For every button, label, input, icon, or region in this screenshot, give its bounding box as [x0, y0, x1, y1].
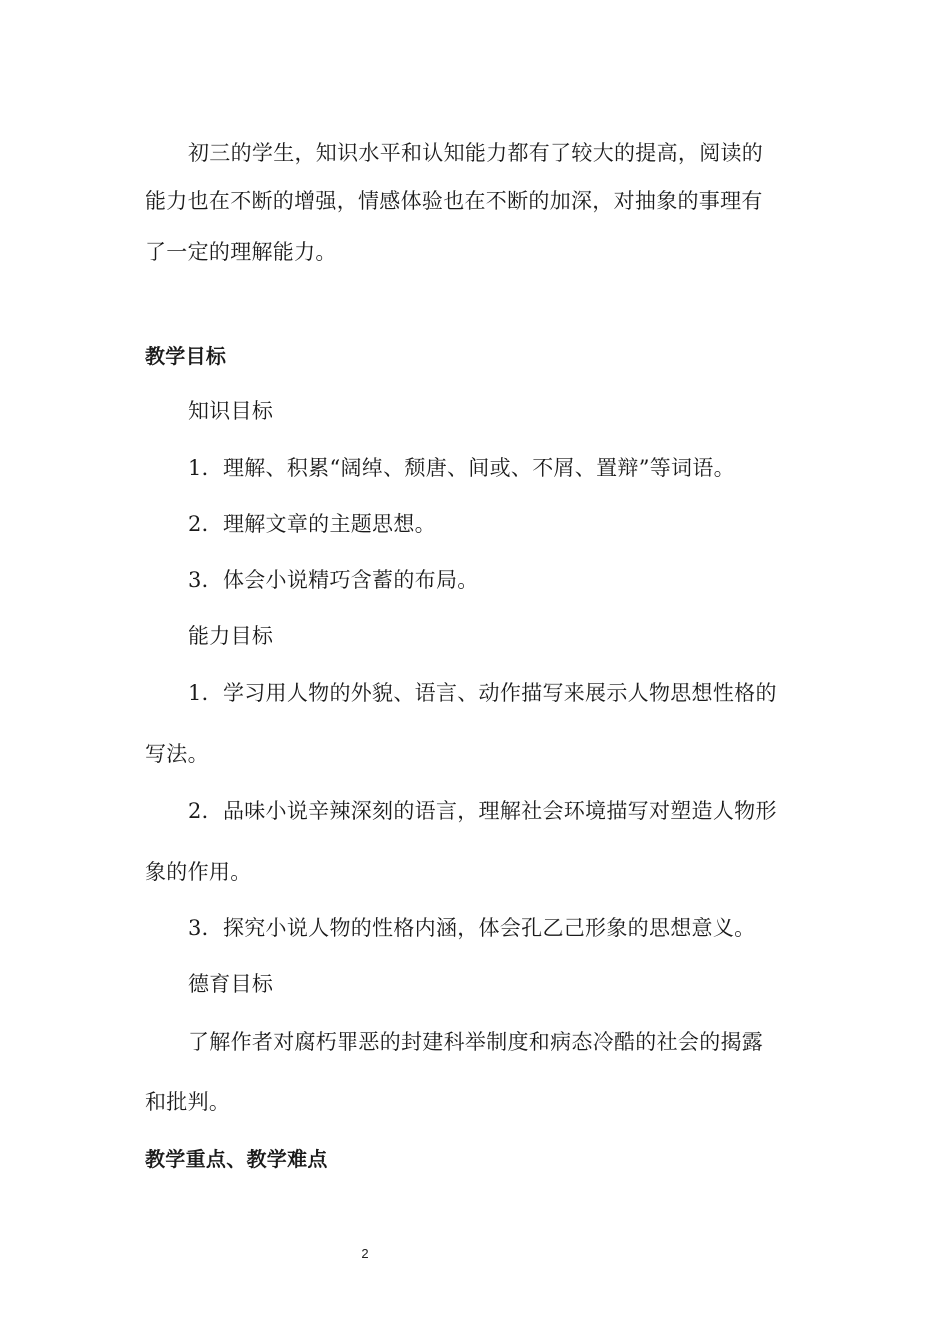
ability-item-2-line-2: 象的作用。	[145, 860, 252, 884]
ability-item-3: 3．探究小说人物的性格内涵，体会孔乙己形象的思想意义。	[188, 916, 756, 940]
moral-objectives-title: 德育目标	[188, 972, 274, 996]
moral-text-line-2: 和批判。	[145, 1090, 231, 1114]
ability-item-1-line-1: 1．学习用人物的外貌、语言、动作描写来展示人物思想性格的	[188, 681, 777, 705]
knowledge-item-3: 3．体会小说精巧含蓄的布局。	[188, 568, 479, 592]
page-number: 2	[361, 1246, 369, 1261]
ability-item-1-line-2: 写法。	[145, 742, 209, 766]
knowledge-item-2: 2．理解文章的主题思想。	[188, 512, 436, 536]
intro-line-2: 能力也在不断的增强，情感体验也在不断的加深，对抽象的事理有	[145, 189, 763, 213]
knowledge-objectives-title: 知识目标	[188, 399, 274, 423]
knowledge-item-1: 1．理解、积累“阔绰、颓唐、间或、不屑、置辩”等词语。	[188, 456, 735, 480]
ability-objectives-title: 能力目标	[188, 624, 274, 648]
key-points-heading: 教学重点、教学难点	[145, 1147, 328, 1171]
intro-line-1: 初三的学生，知识水平和认知能力都有了较大的提高，阅读的	[188, 141, 764, 165]
objectives-heading: 教学目标	[145, 344, 227, 368]
moral-text-line-1: 了解作者对腐朽罪恶的封建科举制度和病态冷酷的社会的揭露	[188, 1030, 764, 1054]
intro-line-3: 了一定的理解能力。	[145, 240, 337, 264]
ability-item-2-line-1: 2．品味小说辛辣深刻的语言，理解社会环境描写对塑造人物形	[188, 799, 777, 823]
